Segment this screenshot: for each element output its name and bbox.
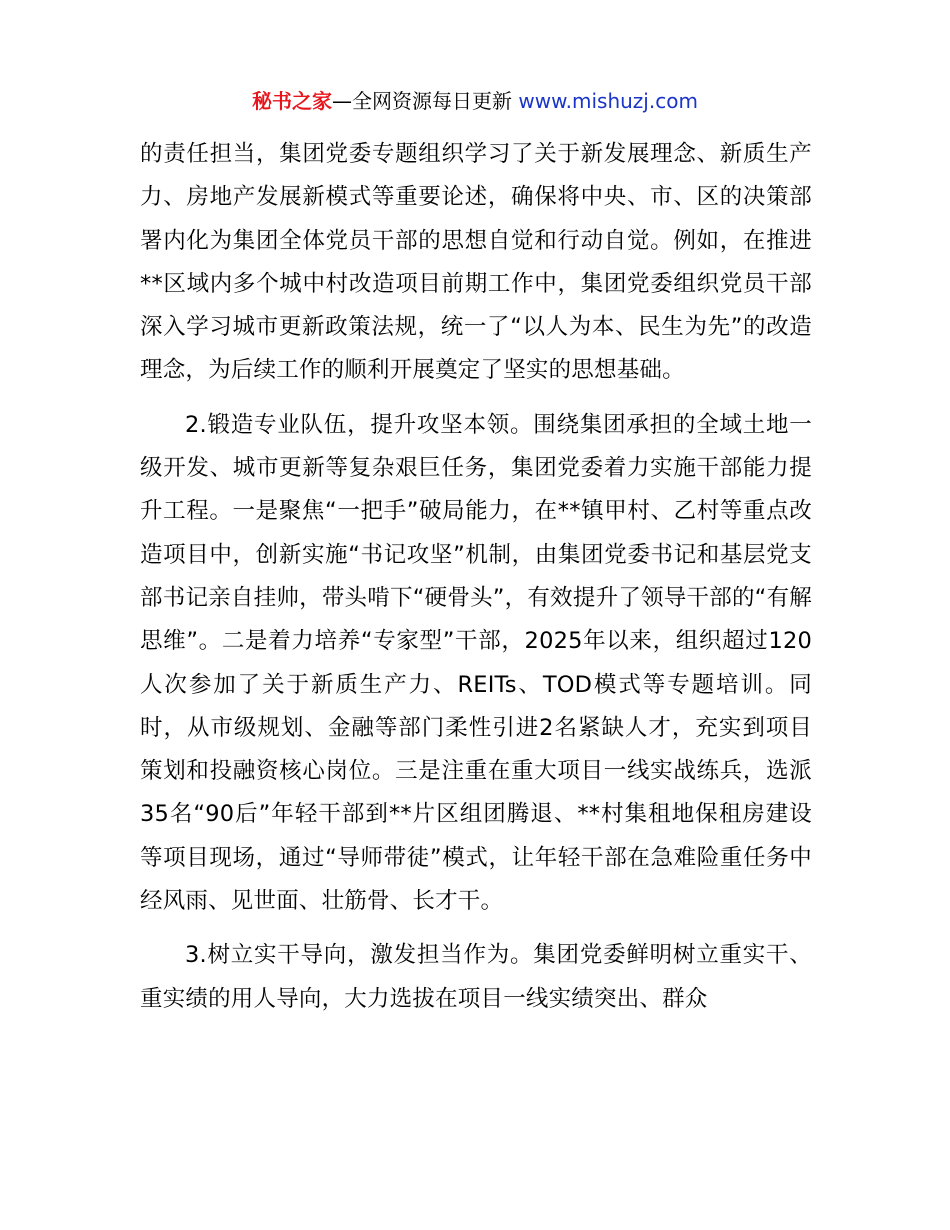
document-body bbox=[140, 133, 812, 1021]
header-url-link[interactable]: www.mishuzj.com bbox=[518, 89, 698, 113]
page-header bbox=[0, 86, 950, 116]
header-tagline: —全网资源每日更新 bbox=[332, 89, 519, 113]
header-brand: 秘书之家 bbox=[252, 89, 333, 113]
paragraph-3: 3.树立实干导向，激发担当作为。集团党委鲜明树立重实干、重实绩的用人导向，大力选拔在项目一线实绩突出、群众 bbox=[140, 942, 812, 1012]
paragraph-2: 2.锻造专业队伍，提升攻坚本领。围绕集团承担的全域土地一级开发、城市更新等复杂艰巨任务，集团党委着力实施干部能力提升工程。一是聚焦“一把手”破局能力，在**镇甲村、乙村等重点改造项目中，创新实施“书记攻坚”机制，由集团党委书记和基层党支部书记亲自挂帅，带头啃下“硬骨头”，有效提升了领导干部的“有解思维”。二是着力培养“专家型”干部，2025年以来，组织超过120人次参加了关于新质生产力、REITs、TOD模式等专题培训。同时，从市级规划、金融等部门柔性引进2名紧缺人才，充实到项目策划和投融资核心岗位。三是注重在重大项目一线实战练兵，选派35名“90后”年轻干部到**片区组团腾退、**村集租地保租房建设等项目现场，通过“导师带徒”模式，让年轻干部在急难险重任务中经风雨、见世面、壮筋骨、长才干。 bbox=[140, 411, 812, 915]
paragraph-continuation: 的责任担当，集团党委专题组织学习了关于新发展理念、新质生产力、房地产发展新模式等重要论述，确保将中央、市、区的决策部署内化为集团全体党员干部的思想自觉和行动自觉。例如，在推进**区域内多个城中村改造项目前期工作中，集团党委组织党员干部深入学习城市更新政策法规，统一了“以人为本、民生为先”的改造理念，为后续工作的顺利开展奠定了坚实的思想基础。 bbox=[140, 141, 812, 384]
